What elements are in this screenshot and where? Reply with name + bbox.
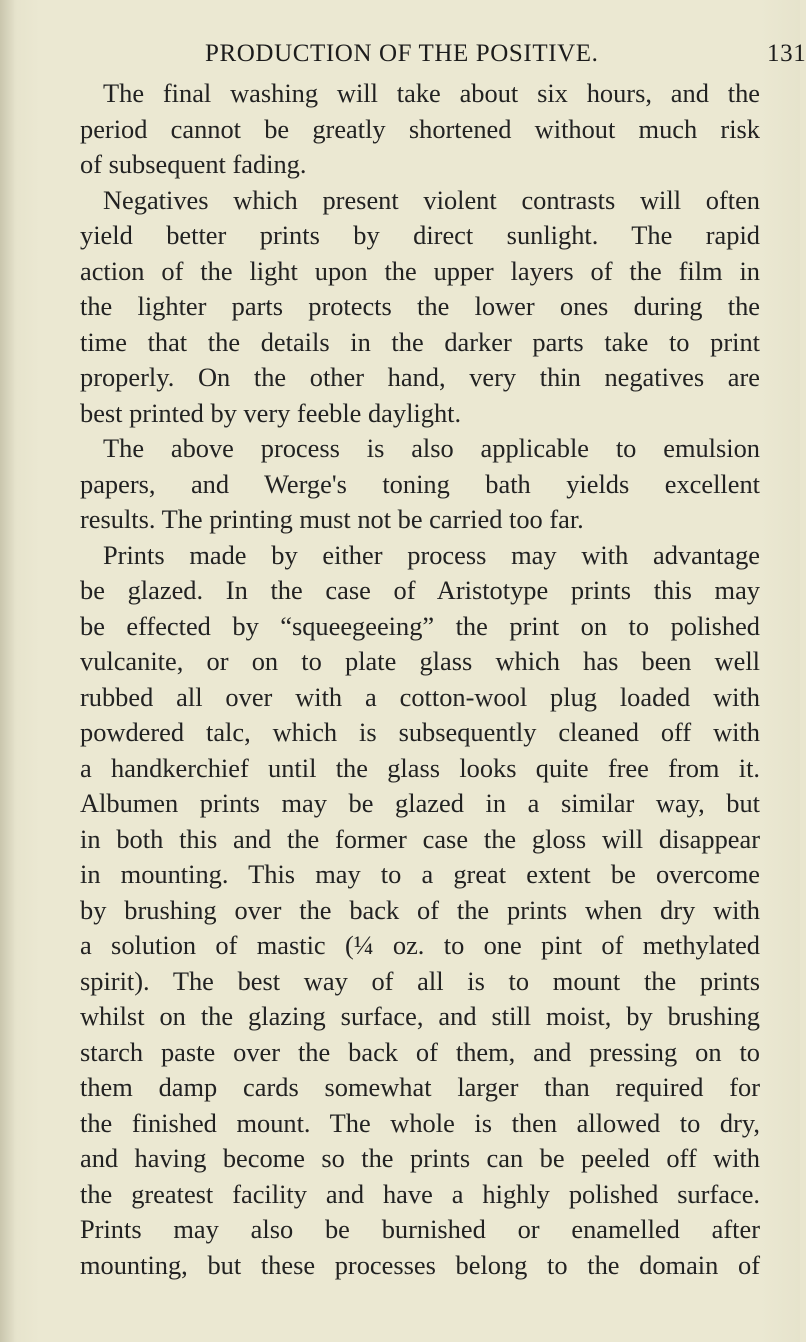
text-line: of subsequent fading. — [80, 149, 307, 179]
text-line: action of the light upon the upper layers of the film in — [80, 255, 760, 286]
text-line: spirit). The best way of all is to mount the prints — [80, 965, 760, 996]
text-line: The above process is also applicable to emulsion — [103, 433, 760, 463]
page-number: 131 — [767, 40, 806, 67]
text-line: vulcanite, or on to plate glass which has been well — [80, 646, 760, 676]
text-line: The final washing will take about six hours, and the — [103, 78, 760, 108]
running-head — [205, 40, 806, 80]
text-line: time that the details in the darker parts take to print — [80, 326, 760, 357]
running-title: PRODUCTION OF THE POSITIVE. — [205, 40, 599, 67]
text-line: them damp cards somewhat larger than required for — [80, 1072, 760, 1102]
text-line: in both this and the former case the gloss will disappear — [80, 823, 760, 854]
text-line: best printed by very feeble daylight. — [80, 397, 462, 428]
text-line: papers, and Werge's toning bath yields excellent — [80, 468, 760, 499]
text-line: mounting, but these processes belong to the domain of — [80, 1249, 760, 1280]
text-line: period cannot be greatly shortened without much risk — [80, 113, 760, 144]
text-line: a solution of mastic (¼ oz. to one pint of methylated — [80, 930, 760, 960]
text-line: be effected by “squeegeeing” the print on to polished — [80, 610, 760, 641]
text-line: whilst on the glazing surface, and still moist, by brushing — [80, 1001, 760, 1031]
text-line: be glazed. In the case of Aristotype prints this may — [80, 575, 760, 605]
text-line: the lighter parts protects the lower ones during the — [80, 291, 760, 321]
text-line: Albumen prints may be glazed in a similar way, but — [80, 788, 760, 818]
text-line: starch paste over the back of them, and pressing on to — [80, 1036, 760, 1067]
text-line: results. The printing must not be carried too far. — [80, 504, 584, 534]
text-line: rubbed all over with a cotton-wool plug loaded with — [80, 681, 760, 712]
text-line: powdered talc, which is subsequently cleaned off with — [80, 717, 760, 747]
text-line: and having become so the prints can be peeled off with — [80, 1143, 760, 1173]
page-gutter-shadow — [0, 0, 14, 1342]
text-line: yield better prints by direct sunlight. The rapid — [80, 220, 760, 250]
text-line: properly. On the other hand, very thin negatives are — [80, 362, 760, 392]
text-line: the greatest facility and have a highly polished surface. — [80, 1178, 760, 1209]
text-line: Prints may also be burnished or enamelled after — [80, 1214, 760, 1244]
text-line: Negatives which present violent contrasts will often — [103, 184, 760, 215]
text-line: by brushing over the back of the prints when dry with — [80, 894, 760, 925]
body-text — [80, 76, 760, 1283]
text-line: Prints made by either process may with advantage — [103, 539, 760, 570]
text-line: a handkerchief until the glass looks quite free from it. — [80, 752, 760, 783]
text-line: the finished mount. The whole is then allowed to dry, — [80, 1107, 760, 1138]
text-line: in mounting. This may to a great extent be overcome — [80, 859, 760, 889]
